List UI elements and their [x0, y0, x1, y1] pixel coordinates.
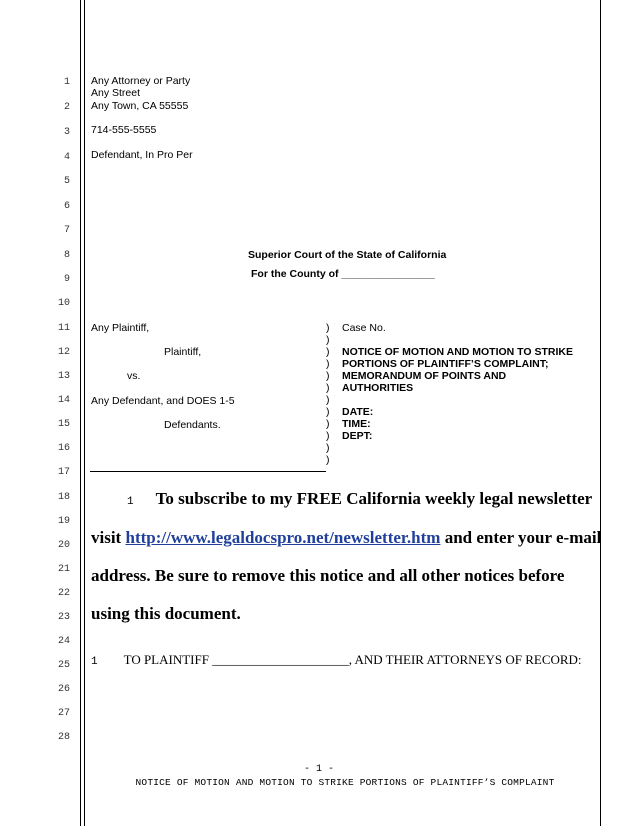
line-number: 18	[57, 492, 70, 503]
notice-line-1-text: To subscribe to my FREE California weekly legal newsletter	[155, 489, 593, 508]
line-number: 3	[63, 127, 70, 138]
line-number: 15	[57, 419, 70, 430]
attorney-role: Defendant, In Pro Per	[91, 149, 193, 161]
line-number: 24	[57, 636, 70, 647]
attorney-phone: 714-555-5555	[91, 124, 157, 136]
line-number: 7	[63, 225, 70, 236]
hearing-date-label: DATE:	[342, 406, 374, 418]
line-number: 28	[57, 732, 70, 743]
versus-label: vs.	[127, 370, 141, 382]
line-number: 2	[63, 102, 70, 113]
notice-line-2-suffix: and enter your e-mail	[440, 528, 602, 547]
line-number: 26	[57, 684, 70, 695]
line-number: 6	[63, 201, 70, 212]
document-title-line-2: PORTIONS OF PLAINTIFF’S COMPLAINT;	[342, 358, 549, 370]
line-number: 25	[57, 660, 70, 671]
attorney-name: Any Attorney or Party	[91, 75, 191, 87]
page-number: - 1 -	[303, 764, 334, 775]
line-number: 17	[57, 467, 70, 478]
newsletter-link[interactable]: http://www.legaldocspro.net/newsletter.htm	[125, 528, 441, 547]
line-number: 27	[57, 708, 70, 719]
plaintiff-blank: _____________________	[212, 652, 349, 667]
footnote-marker: 1	[127, 496, 134, 508]
body-paragraph-1	[91, 652, 582, 668]
line-number: 16	[57, 443, 70, 454]
document-title-line-1: NOTICE OF MOTION AND MOTION TO STRIKE	[342, 346, 573, 358]
line-number: 11	[57, 323, 70, 334]
line-number: 12	[57, 347, 70, 358]
document-title-line-3: MEMORANDUM OF POINTS AND	[342, 370, 507, 382]
paragraph-text-end: , AND THEIR ATTORNEYS OF RECORD:	[348, 652, 582, 667]
line-number: 9	[63, 274, 70, 285]
line-number: 4	[63, 152, 70, 163]
line-number: 23	[57, 612, 70, 623]
left-margin-rule-inner	[84, 0, 85, 826]
line-number: 1	[63, 77, 70, 88]
left-margin-rule-outer	[80, 0, 81, 826]
line-number: 14	[57, 395, 70, 406]
notice-line-1	[91, 489, 592, 509]
attorney-city: Any Town, CA 55555	[91, 100, 189, 112]
line-number: 21	[57, 564, 70, 575]
paragraph-text-start: TO PLAINTIFF	[123, 652, 213, 667]
defendant-name: Any Defendant, and DOES 1-5	[91, 395, 235, 407]
line-number: 22	[57, 588, 70, 599]
case-number-label: Case No.	[342, 322, 386, 334]
notice-line-4: using this document.	[91, 604, 241, 623]
line-number: 19	[57, 516, 70, 527]
hearing-dept-label: DEPT:	[342, 430, 373, 442]
line-number: 8	[63, 250, 70, 261]
notice-line-2-prefix: visit	[91, 528, 126, 547]
attorney-street: Any Street	[91, 87, 141, 99]
plaintiff-label: Plaintiff,	[164, 346, 202, 358]
court-name: Superior Court of the State of California	[248, 249, 447, 261]
footer-document-title: NOTICE OF MOTION AND MOTION TO STRIKE PORTIONS OF PLAINTIFF’S COMPLAINT	[135, 777, 555, 788]
defendant-label: Defendants.	[164, 419, 221, 431]
notice-line-2	[91, 528, 601, 548]
plaintiff-name: Any Plaintiff,	[91, 322, 150, 334]
caption-underline	[90, 471, 326, 472]
right-margin-rule	[600, 0, 601, 826]
paragraph-number: 1	[91, 656, 98, 668]
line-number: 20	[57, 540, 70, 551]
court-county: For the County of ________________	[251, 268, 435, 280]
line-number: 5	[63, 176, 70, 187]
document-title-line-4: AUTHORITIES	[342, 382, 414, 394]
notice-line-3: address. Be sure to remove this notice and all other notices before	[91, 566, 565, 585]
hearing-time-label: TIME:	[342, 418, 371, 430]
line-number: 13	[57, 371, 70, 382]
line-number: 10	[57, 298, 70, 309]
